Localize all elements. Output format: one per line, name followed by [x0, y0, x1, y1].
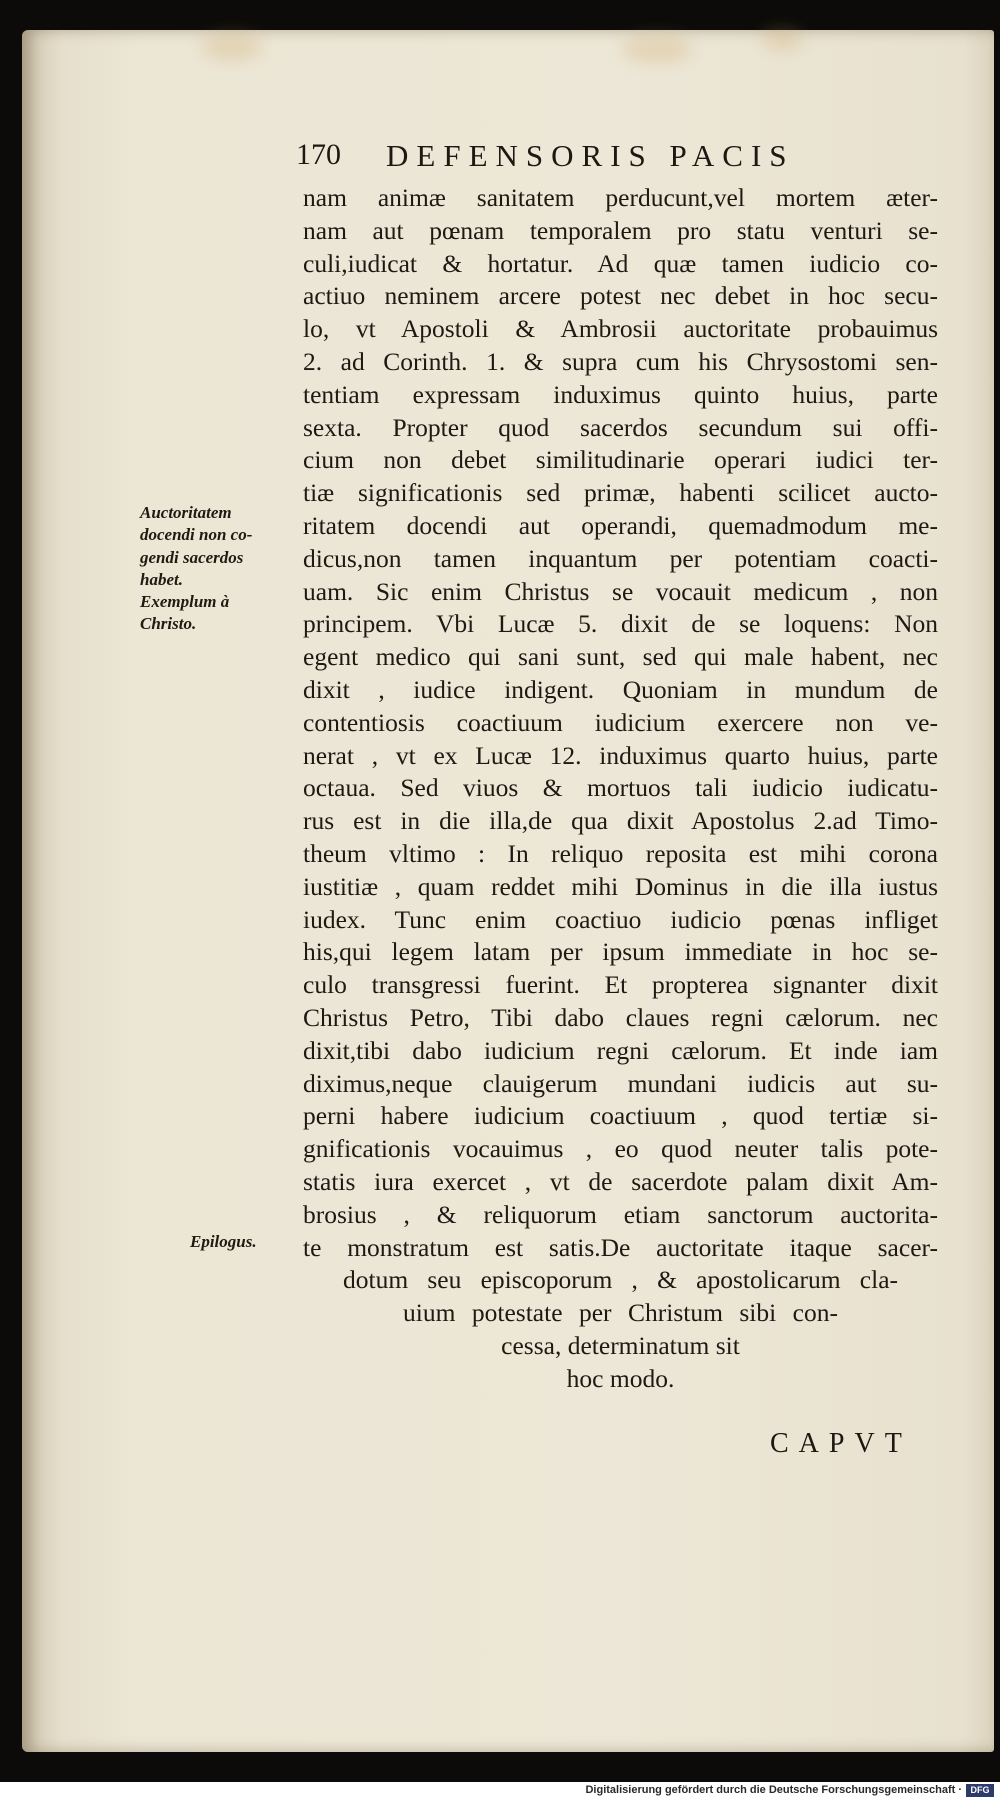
margin-note-line: gendi sacerdos	[140, 547, 244, 567]
margin-note-line: Auctoritatem	[140, 503, 232, 522]
text-line: 2. ad Corinth. 1. & supra cum his Chrysostomi sen-	[303, 346, 938, 376]
text-line: dicus,non tamen inquantum per potentiam coacti-	[303, 543, 938, 573]
text-line: egent medico qui sani sunt, sed qui male habent, nec	[303, 642, 938, 672]
text-line: tiæ significationis sed primæ, habenti scilicet aucto-	[303, 478, 938, 508]
text-line: te monstratum est satis.De auctoritate itaque sacer-	[303, 1232, 938, 1262]
text-line: ritatem docendi aut operandi, quemadmodum me-	[303, 510, 938, 540]
text-line: iustitiæ , quam reddet mihi Dominus in die illa iustus	[303, 871, 938, 901]
text-line: principem. Vbi Lucæ 5. dixit de se loquens: Non	[303, 609, 938, 639]
text-line: brosius , & reliquorum etiam sanctorum auctorita-	[303, 1199, 938, 1229]
text-line: sexta. Propter quod sacerdos secundum sui offi-	[303, 412, 938, 442]
text-line: culo transgressi fuerint. Et propterea signanter dixit	[303, 970, 938, 1000]
text-line: Christus Petro, Tibi dabo claues regni cælorum. nec	[303, 1002, 938, 1032]
margin-note-line: docendi non co-	[140, 525, 253, 545]
text-line: tentiam expressam induximus quinto huius, parte	[303, 379, 938, 409]
text-line: uium potestate per Christum sibi con-	[403, 1298, 838, 1328]
text-line: gnificationis vocauimus , eo quod neuter talis pote-	[303, 1134, 938, 1164]
page-number: 170	[296, 138, 341, 171]
body-text	[303, 182, 938, 1395]
text-line: rus est in die illa,de qua dixit Apostolus 2.ad Timo-	[303, 806, 938, 836]
margin-note-line: Christo.	[140, 614, 197, 634]
text-line: culi,iudicat & hortatur. Ad quæ tamen iudicio co-	[303, 248, 938, 278]
text-line: hoc modo.	[566, 1363, 675, 1393]
margin-note-line: Exemplum à	[140, 592, 230, 612]
text-line: dotum seu episcoporum , & apostolicarum cla-	[343, 1265, 898, 1295]
text-line: contentiosis coactiuum iudicium exercere non ve-	[303, 707, 938, 737]
text-line: nam aut pœnam temporalem pro statu venturi se-	[303, 215, 938, 245]
text-line: uam. Sic enim Christus se vocauit medicum , non	[303, 576, 938, 606]
text-line: his,qui legem latam per ipsum immediate in hoc se-	[303, 937, 938, 967]
text-line: octaua. Sed viuos & mortuos tali iudicio iudicatu-	[303, 773, 938, 803]
text-line: perni habere iudicium coactiuum , quod tertiæ si-	[303, 1101, 938, 1131]
margin-note-epilogus: Epilogus.	[190, 1232, 257, 1251]
text-line: statis iura exercet , vt de sacerdote palam dixit Am-	[303, 1166, 938, 1196]
text-line: dixit , iudice indigent. Quoniam in mundum de	[303, 674, 938, 704]
text-line: actiuo neminem arcere potest nec debet in hoc secu-	[303, 281, 938, 311]
text-line: lo, vt Apostoli & Ambrosii auctoritate probauimus	[303, 314, 938, 344]
catchword: CAPVT	[770, 1428, 912, 1459]
margin-note-line: habet.	[140, 569, 183, 589]
text-line: nerat , vt ex Lucæ 12. induximus quarto huius, parte	[303, 740, 938, 770]
text-line: cessa, determinatum sit	[501, 1330, 740, 1360]
page-header	[296, 138, 896, 182]
dfg-logo: DFG	[966, 1784, 994, 1797]
text-line: theum vltimo : In reliquo reposita est mihi corona	[303, 838, 938, 868]
margin-note-auctoritatem	[140, 502, 290, 636]
digitization-credit: Digitalisierung gefördert durch die Deutsche Forschungsgemeinschaft ·	[585, 1784, 962, 1796]
text-line: cium non debet similitudinarie operari iudici ter-	[303, 445, 938, 475]
text-line: diximus,neque clauigerum mundani iudicis aut su-	[303, 1068, 938, 1098]
text-line: dixit,tibi dabo iudicium regni cælorum. Et inde iam	[303, 1035, 938, 1065]
running-head: DEFENSORIS PACIS	[386, 138, 795, 173]
text-line: nam animæ sanitatem perducunt,vel mortem æter-	[303, 183, 938, 212]
text-line: iudex. Tunc enim coactiuo iudicio pœnas infliget	[303, 904, 938, 934]
